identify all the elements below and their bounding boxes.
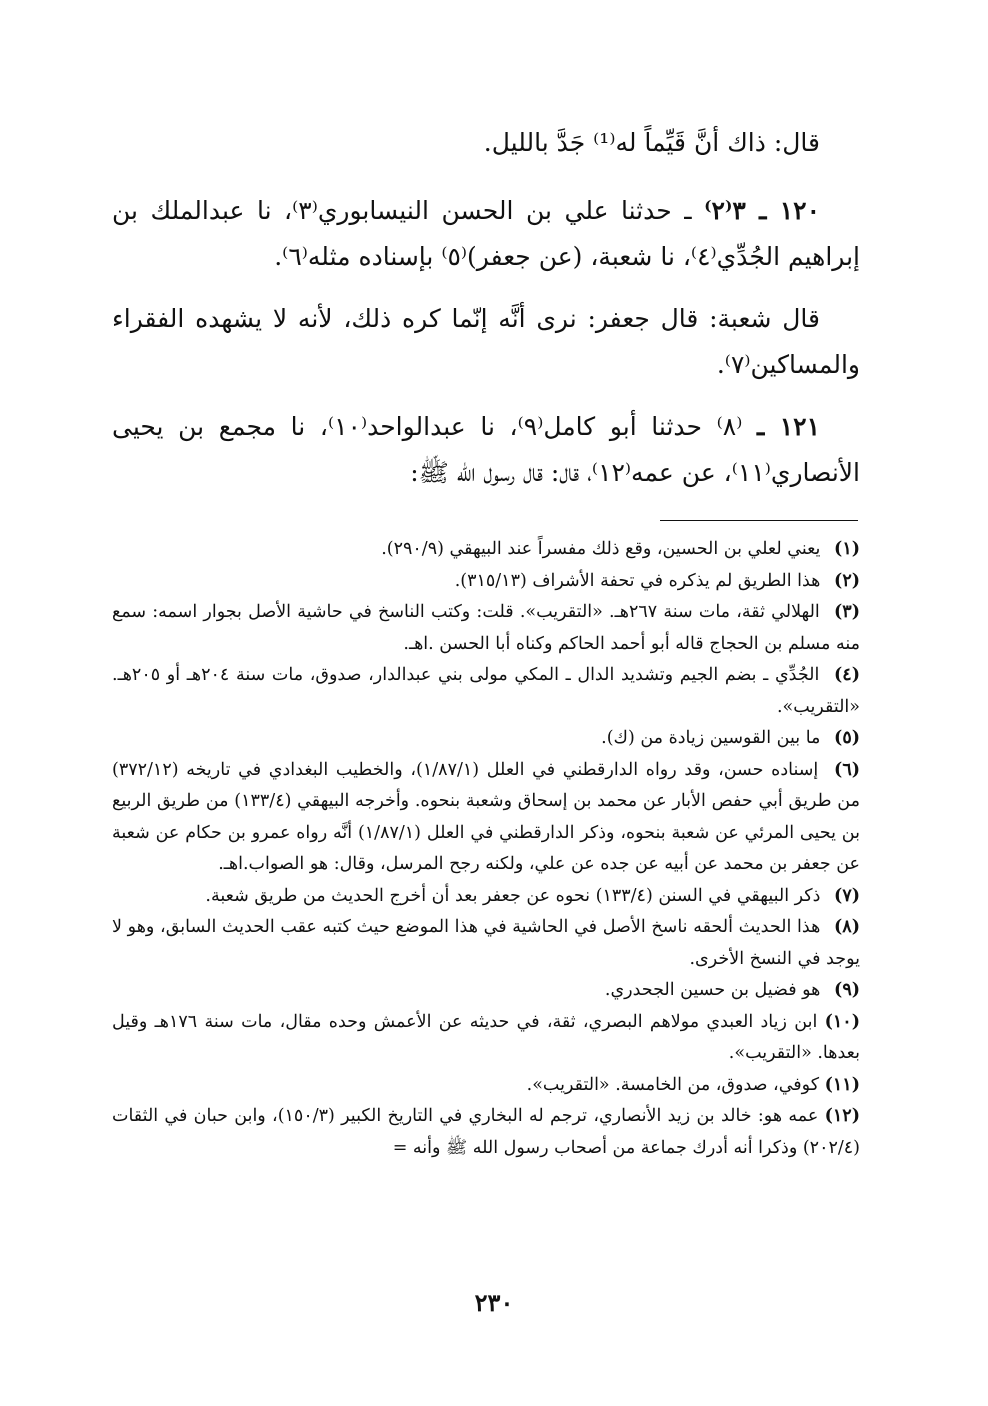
footnote-number: (١) [834, 539, 860, 559]
footnote-number: (٢) [834, 570, 860, 591]
hadith-121 [112, 404, 860, 496]
footnote-text: ذكر البيهقي في السنن (١٣٣/٤) نحوه عن جعفر بعد أن أخرج الحديث من طريق شعبة. [205, 885, 821, 906]
footnote-text: الجُدِّي ـ بضم الجيم وتشديد الدال ـ المكي مولى بني عبدالدار، صدوق، مات سنة ٢٠٤هـ أو ٢٠٥هـ. «التقريب». [112, 665, 860, 717]
footnote-12 [112, 1101, 860, 1164]
footnote-number: (٧) [834, 885, 860, 906]
footnote-separator [660, 520, 858, 521]
footnote-10 [112, 1007, 860, 1070]
page-number: ٢٣٠ [474, 1288, 514, 1317]
footnote-text: ابن زياد العبدي مولاهم البصري، ثقة، في حديثه عن الأعمش وحده مقال، مات سنة ١٧٦هـ وقيل بعدها. «التقريب». [112, 1011, 860, 1063]
hadith-121-text: ⁽٨⁾ حدثنا أبو كامل⁽٩⁾، نا عبدالواحد⁽١٠⁾، نا مجمع بن يحيى الأنصاري⁽١١⁾، عن عمه⁽١٢⁾، قال: قال رسول الله ﷺ: [112, 412, 860, 487]
hadith-121-number: ١٢١ ـ [756, 412, 821, 441]
footnote-text: عمه هو: خالد بن زيد الأنصاري، ترجم له البخاري في التاريخ الكبير (١٥٠/٣)، وابن حبان في الثقات (٢٠٢/٤) وذكرا أنه أدرك جماعة من أصحاب رسول الله ﷺ وأنه = [112, 1106, 860, 1158]
footnote-2 [112, 566, 860, 598]
footnote-text: الهلالي ثقة، مات سنة ٢٦٧هـ. «التقريب». قلت: وكتب الناسخ في حاشية الأصل بجوار اسمه: سمع منه مسلم بن الحجاج قاله أبو أحمد الحاكم وكناه أبا الحسن .اهـ. [112, 602, 860, 654]
footnote-text: هو فضيل بن حسين الجحدري. [604, 980, 821, 1000]
footnote-6 [112, 755, 860, 881]
footnote-number: (٥) [834, 728, 860, 748]
footnote-text: كوفي، صدوق، من الخامسة. «التقريب». [526, 1074, 820, 1095]
shuba-statement [112, 296, 860, 388]
footnote-number: (٣) [834, 602, 860, 622]
footnote-text: هذا الطريق لم يذكره في تحفة الأشراف (٣١٥/١٣). [454, 570, 821, 591]
hadith-120-text: ـ حدثنا علي بن الحسن النيسابوري⁽٣⁾، نا عبدالملك بن إبراهيم الجُدِّي⁽٤⁾، نا شعبة، (عن جعفر)⁽٥⁾ بإسناده مثله⁽٦⁾. [112, 196, 860, 271]
footnote-1 [112, 534, 860, 566]
footnote-text: إسناده حسن، وقد رواه الدارقطني في العلل (١/٨٧/١)، والخطيب البغدادي في تاريخه (٣٧٢/١٢) من طريق أبي حفص الأبار عن محمد بن إسحاق وشعبة بنحوه. وأخرجه البيهقي (١٣٣/٤) من طريق الربيع بن يحيى المرئي عن شعبة بنحوه، وذكر الدارقطني في العلل (١/٨٧/١) أنَّه رواه عمرو بن حكام عن شعبة عن جعفر بن محمد عن أبيه عن جده عن علي، ولكنه رجح المرسل، وقال: هو الصواب.اهـ. [112, 759, 860, 874]
footnote-text: هذا الحديث ألحقه ناسخ الأصل في الحاشية في هذا الموضع حيث كتبه عقب الحديث السابق، وهو لا يوجد في النسخ الأخرى. [112, 917, 860, 969]
footnote-7 [112, 881, 860, 913]
footnote-number: (١١) [824, 1074, 860, 1095]
footnote-9 [112, 975, 860, 1007]
footnote-text: يعني لعلي بن الحسين، وقع ذلك مفسراً عند البيهقي (٢٩٠/٩). [381, 539, 821, 559]
footnote-4 [112, 660, 860, 723]
footnotes [112, 534, 860, 1164]
hadith-120-number: ١٢٠ ـ ٣⁽٢⁾ [704, 196, 821, 225]
footnote-3 [112, 597, 860, 660]
main-text [112, 120, 860, 166]
footnote-number: (٩) [834, 980, 860, 1000]
footnote-text: ما بين القوسين زيادة من (ك). [601, 728, 821, 748]
footnote-number: (١٢) [824, 1106, 860, 1126]
footnote-8 [112, 912, 860, 975]
footnote-number: (٨) [834, 917, 860, 937]
footnote-number: (٤) [834, 665, 860, 685]
shuba-text: قال شعبة: قال جعفر: نرى أنَّه إنّما كره ذلك، لأنه لا يشهده الفقراء والمساكين⁽٧⁾. [112, 304, 860, 379]
hadith-120 [112, 188, 860, 280]
main-line-1: قال: ذاك أنَّ قَيِّماً له⁽¹⁾ جَدَّ بالليل. [483, 128, 820, 157]
footnote-number: (٦) [834, 759, 860, 780]
footnote-5 [112, 723, 860, 755]
footnote-number: (١٠) [824, 1011, 860, 1032]
footnote-11 [112, 1070, 860, 1102]
